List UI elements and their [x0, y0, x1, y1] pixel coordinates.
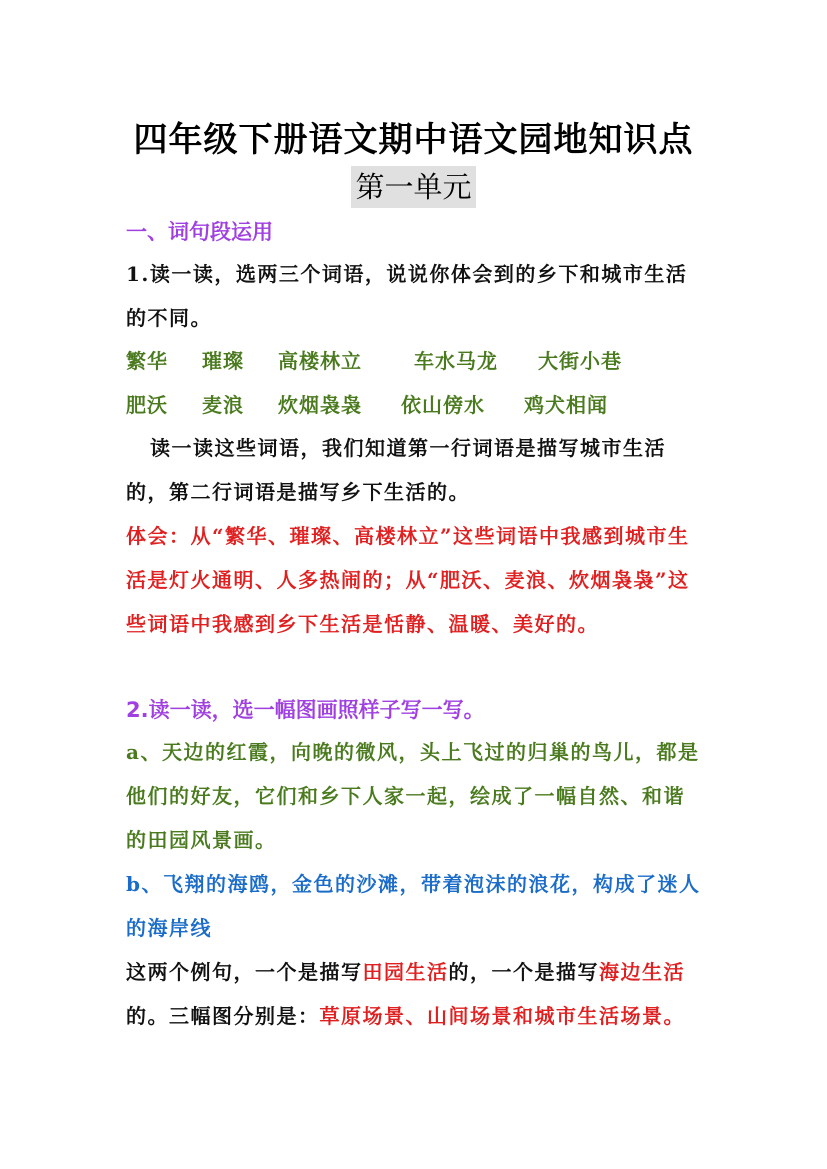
word-item: 鸡犬相闻 — [524, 393, 608, 417]
word-item: 璀璨 — [202, 349, 244, 373]
word-item: 车水马龙 — [414, 349, 498, 373]
section1-heading: 一、词句段运用 — [126, 220, 273, 244]
summary-text: 的。三幅图分别是： — [126, 1004, 320, 1028]
explanation-paragraph: 读一读这些词语，我们知道第一行词语是描写城市生活的，第二行词语是描写乡下生活的。 — [126, 436, 666, 504]
word-item: 麦浪 — [202, 393, 244, 417]
example-a: a、天边的红霞，向晚的微风，头上飞过的归巢的鸟儿，都是他们的好友，它们和乡下人家一起，绘成了一幅自然、和谐的田园风景画。 — [126, 740, 700, 852]
unit-wrapper — [0, 166, 827, 208]
word-item: 依山傍水 — [401, 393, 485, 417]
summary-text: 这两个例句，一个是描写 — [126, 960, 363, 984]
highlight-scenes: 草原场景、山间场景和城市生活场景。 — [319, 1004, 685, 1028]
example-b: b、飞翔的海鸥，金色的沙滩，带着泡沫的浪花，构成了迷人的海岸线 — [126, 872, 701, 940]
insight-paragraph: 体会：从“繁华、璀璨、高楼林立”这些词语中我感到城市生活是灯火通明、人多热闹的；从“肥沃、麦浪、炊烟袅袅”这些词语中我感到乡下生活是恬静、温暖、美好的。 — [126, 524, 690, 636]
highlight-seaside: 海边生活 — [599, 960, 685, 984]
unit-title: 第一单元 — [351, 166, 475, 208]
summary-text: 的，一个是描写 — [448, 960, 599, 984]
word-item: 肥沃 — [126, 393, 168, 417]
word-item: 高楼林立 — [278, 349, 362, 373]
summary-paragraph — [126, 950, 706, 1038]
word-item: 大街小巷 — [538, 349, 622, 373]
section2-heading: 2.读一读，选一幅图画照样子写一写。 — [126, 698, 485, 722]
word-item: 繁华 — [126, 349, 168, 373]
page-title: 四年级下册语文期中语文园地知识点 — [133, 120, 694, 160]
highlight-pastoral: 田园生活 — [362, 960, 449, 984]
question-1: 1.读一读，选两三个词语，说说你体会到的乡下和城市生活的不同。 — [126, 262, 688, 330]
word-item: 炊烟袅袅 — [278, 393, 362, 417]
